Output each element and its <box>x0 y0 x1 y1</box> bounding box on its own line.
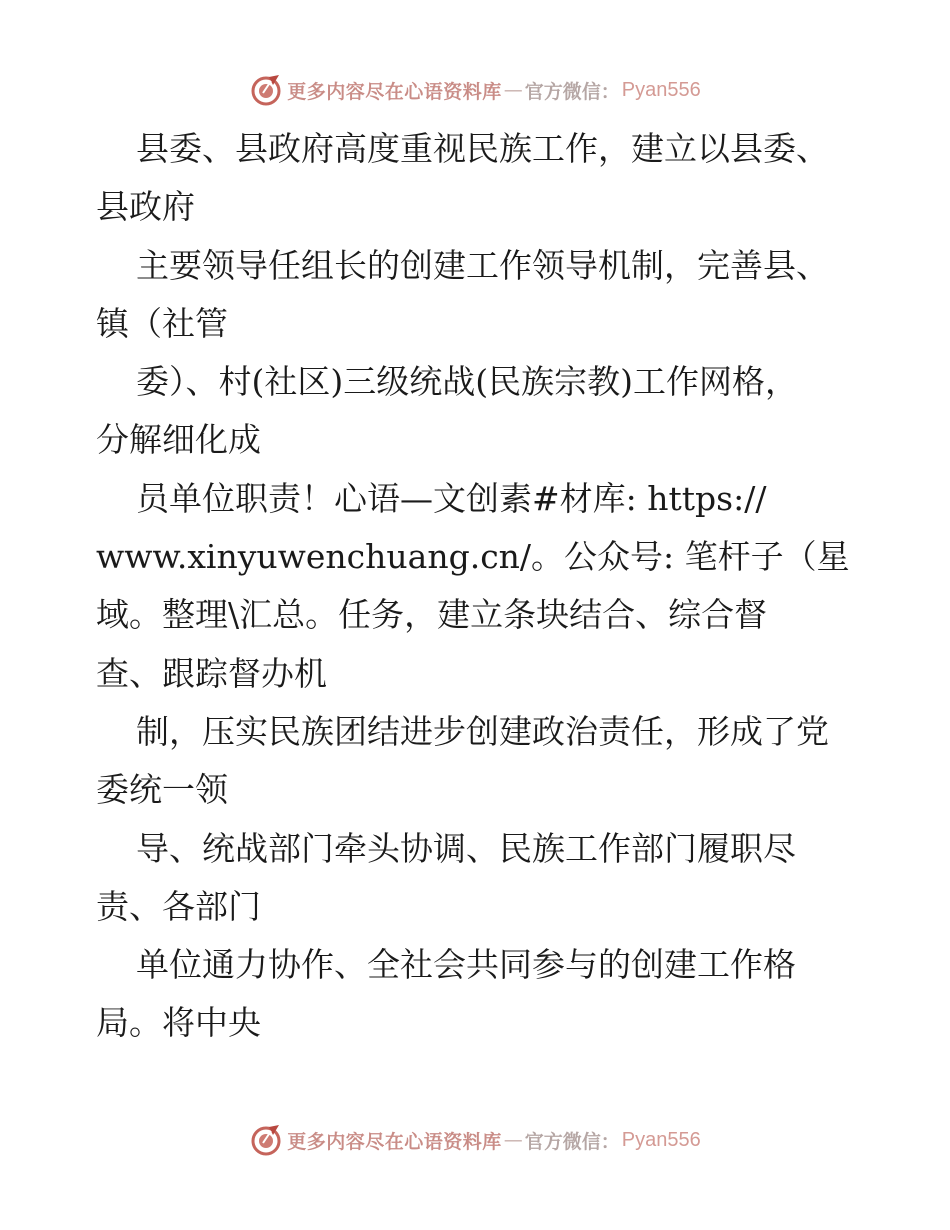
brush-logo-icon <box>249 1123 283 1157</box>
body-text-line: 域。整理\汇总。任务，建立条块结合、综合督 <box>96 595 768 635</box>
body-text-line: 镇（社管 <box>96 303 228 343</box>
body-text-line: 员单位职责！心语—文创素#材库: https:// <box>136 478 767 518</box>
banner-official-label: 官方微信： <box>524 80 620 103</box>
body-text-line: 县委、县政府高度重视民族工作，建立以县委、 <box>136 129 829 168</box>
banner-dash: — <box>503 79 523 101</box>
body-text-line: 查、跟踪督办机 <box>96 653 327 693</box>
body-text-line: 分解细化成 <box>96 420 261 460</box>
footer-watermark-banner <box>0 1120 950 1160</box>
body-text-line: 局。将中央 <box>96 1003 261 1043</box>
body-text-line: 县政府 <box>96 187 195 227</box>
banner-dash: — <box>503 1129 523 1151</box>
banner-tagline: 更多内容尽在心语资料库 <box>287 1130 502 1153</box>
banner-wechat-id: Pyan556 <box>621 1128 701 1151</box>
banner-tagline: 更多内容尽在心语资料库 <box>287 80 502 103</box>
body-text-line: www.xinyuwenchuang.cn/。公众号: 笔杆子（星 <box>96 537 850 577</box>
body-text-line: 委）、村(社区)三级统战(民族宗教)工作网格， <box>136 362 798 402</box>
body-text-line: 制，压实民族团结进步创建政治责任，形成了党 <box>136 711 829 751</box>
body-text-line: 主要领导任组长的创建工作领导机制，完善县、 <box>136 245 829 285</box>
brush-logo-icon <box>249 73 283 107</box>
header-watermark-banner <box>0 70 950 110</box>
banner-wechat-id: Pyan556 <box>621 78 701 101</box>
body-text-line: 单位通力协作、全社会共同参与的创建工作格 <box>136 945 796 985</box>
body-text-line: 责、各部门 <box>96 886 261 926</box>
document-body <box>96 120 876 1053</box>
body-text-line: 委统一领 <box>96 770 228 810</box>
banner-official-label: 官方微信： <box>524 1130 620 1153</box>
body-text-line: 导、统战部门牵头协调、民族工作部门履职尽 <box>136 828 796 868</box>
